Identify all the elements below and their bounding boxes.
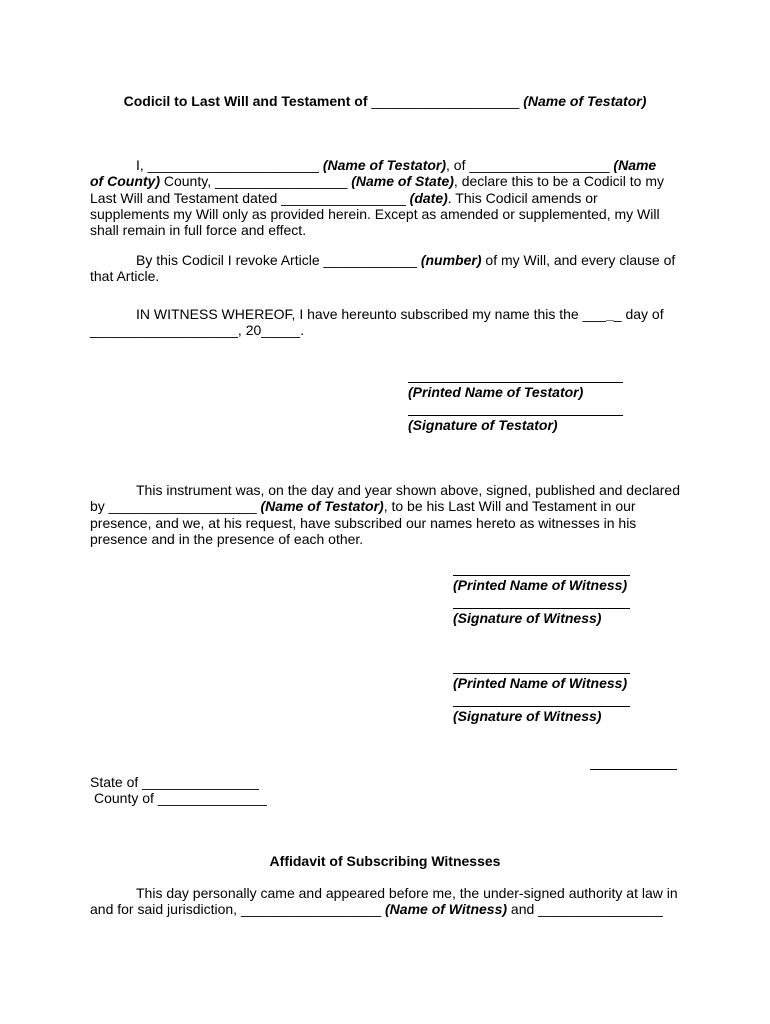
name-of-testator-label: (Name of Testator) [260, 498, 384, 515]
document-title [0, 93, 770, 109]
affidavit-line2: and for said jurisdiction, __________________ (Name of Witness) and ________________ [90, 901, 663, 918]
witness2-signature-label: (Signature of Witness) [453, 708, 602, 724]
notary-short-line [590, 769, 677, 770]
para1-line1: I, ______________________ (Name of Testator), of __________________ (Name [136, 157, 657, 173]
para1-line3: Last Will and Testament dated ________________ (date). This Codicil amends or [90, 189, 598, 206]
witness2-printed-name-label: (Printed Name of Witness) [453, 675, 628, 691]
title-blank: ___________________ [371, 93, 520, 109]
witness1-signature-label: (Signature of Witness) [453, 610, 602, 626]
para4-line1: This instrument was, on the day and year shown above, signed, published and declared [136, 482, 681, 498]
para4-line4: presence and in the presence of each other. [90, 530, 364, 547]
codicil-declaration-paragraph [90, 157, 680, 238]
title-name-of-testator: (Name of Testator) [523, 93, 647, 109]
affidavit-line1: This day personally came and appeared before me, the under-signed authority at law in [136, 885, 678, 901]
number-label: (number) [420, 252, 482, 268]
name-of-testator-label: (Name of Testator) [322, 157, 447, 173]
attestation-paragraph [90, 482, 680, 547]
para1-line4: supplements my Will only as provided herein. Except as amended or supplemented, my Will [90, 205, 660, 222]
testator-printed-name-line [408, 382, 623, 383]
venue-county: County of ______________ [94, 790, 267, 806]
witness1-printed-name-line [453, 575, 630, 576]
para3-line1: IN WITNESS WHEREOF, I have hereunto subscribed my name this the _____ day of [136, 306, 664, 322]
witness1-signature-line [453, 608, 630, 609]
affidavit-paragraph [90, 885, 680, 918]
title-prefix: Codicil to Last Will and Testament of [123, 93, 372, 109]
name-of-witness-label: (Name of Witness) [385, 901, 508, 918]
para2-line1: By this Codicil I revoke Article ____________ (number) of my Will, and every clause of [136, 252, 676, 268]
venue-state: State of _______________ [90, 774, 259, 790]
testator-signature-label: (Signature of Testator) [408, 417, 558, 433]
date-label: (date) [409, 189, 448, 206]
para1-line5: shall remain in full force and effect. [90, 222, 307, 239]
para4-line3: presence, and we, at his request, have subscribed our names hereto as witnesses in his [90, 514, 637, 531]
para2-line2: that Article. [90, 268, 160, 285]
witness2-printed-name-line [453, 673, 630, 674]
para1-line2: of County) County, _________________ (Name of State), declare this to be a Codicil to my [90, 173, 665, 190]
para3-line2: ___________________, 20_____. [90, 322, 305, 339]
name-of-state-label: (Name of State) [351, 173, 454, 190]
witness2-signature-line [453, 706, 630, 707]
para4-line2: by ___________________ (Name of Testator), to be his Last Will and Testament in our [90, 498, 636, 515]
testator-signature-line [408, 415, 623, 416]
affidavit-heading: Affidavit of Subscribing Witnesses [269, 853, 501, 869]
testator-printed-name-label: (Printed Name of Testator) [408, 384, 584, 400]
witness1-printed-name-label: (Printed Name of Witness) [453, 577, 628, 593]
witness-whereof-paragraph [90, 306, 680, 339]
revocation-paragraph [90, 252, 680, 285]
name-of-county-label: of County) [90, 173, 160, 190]
